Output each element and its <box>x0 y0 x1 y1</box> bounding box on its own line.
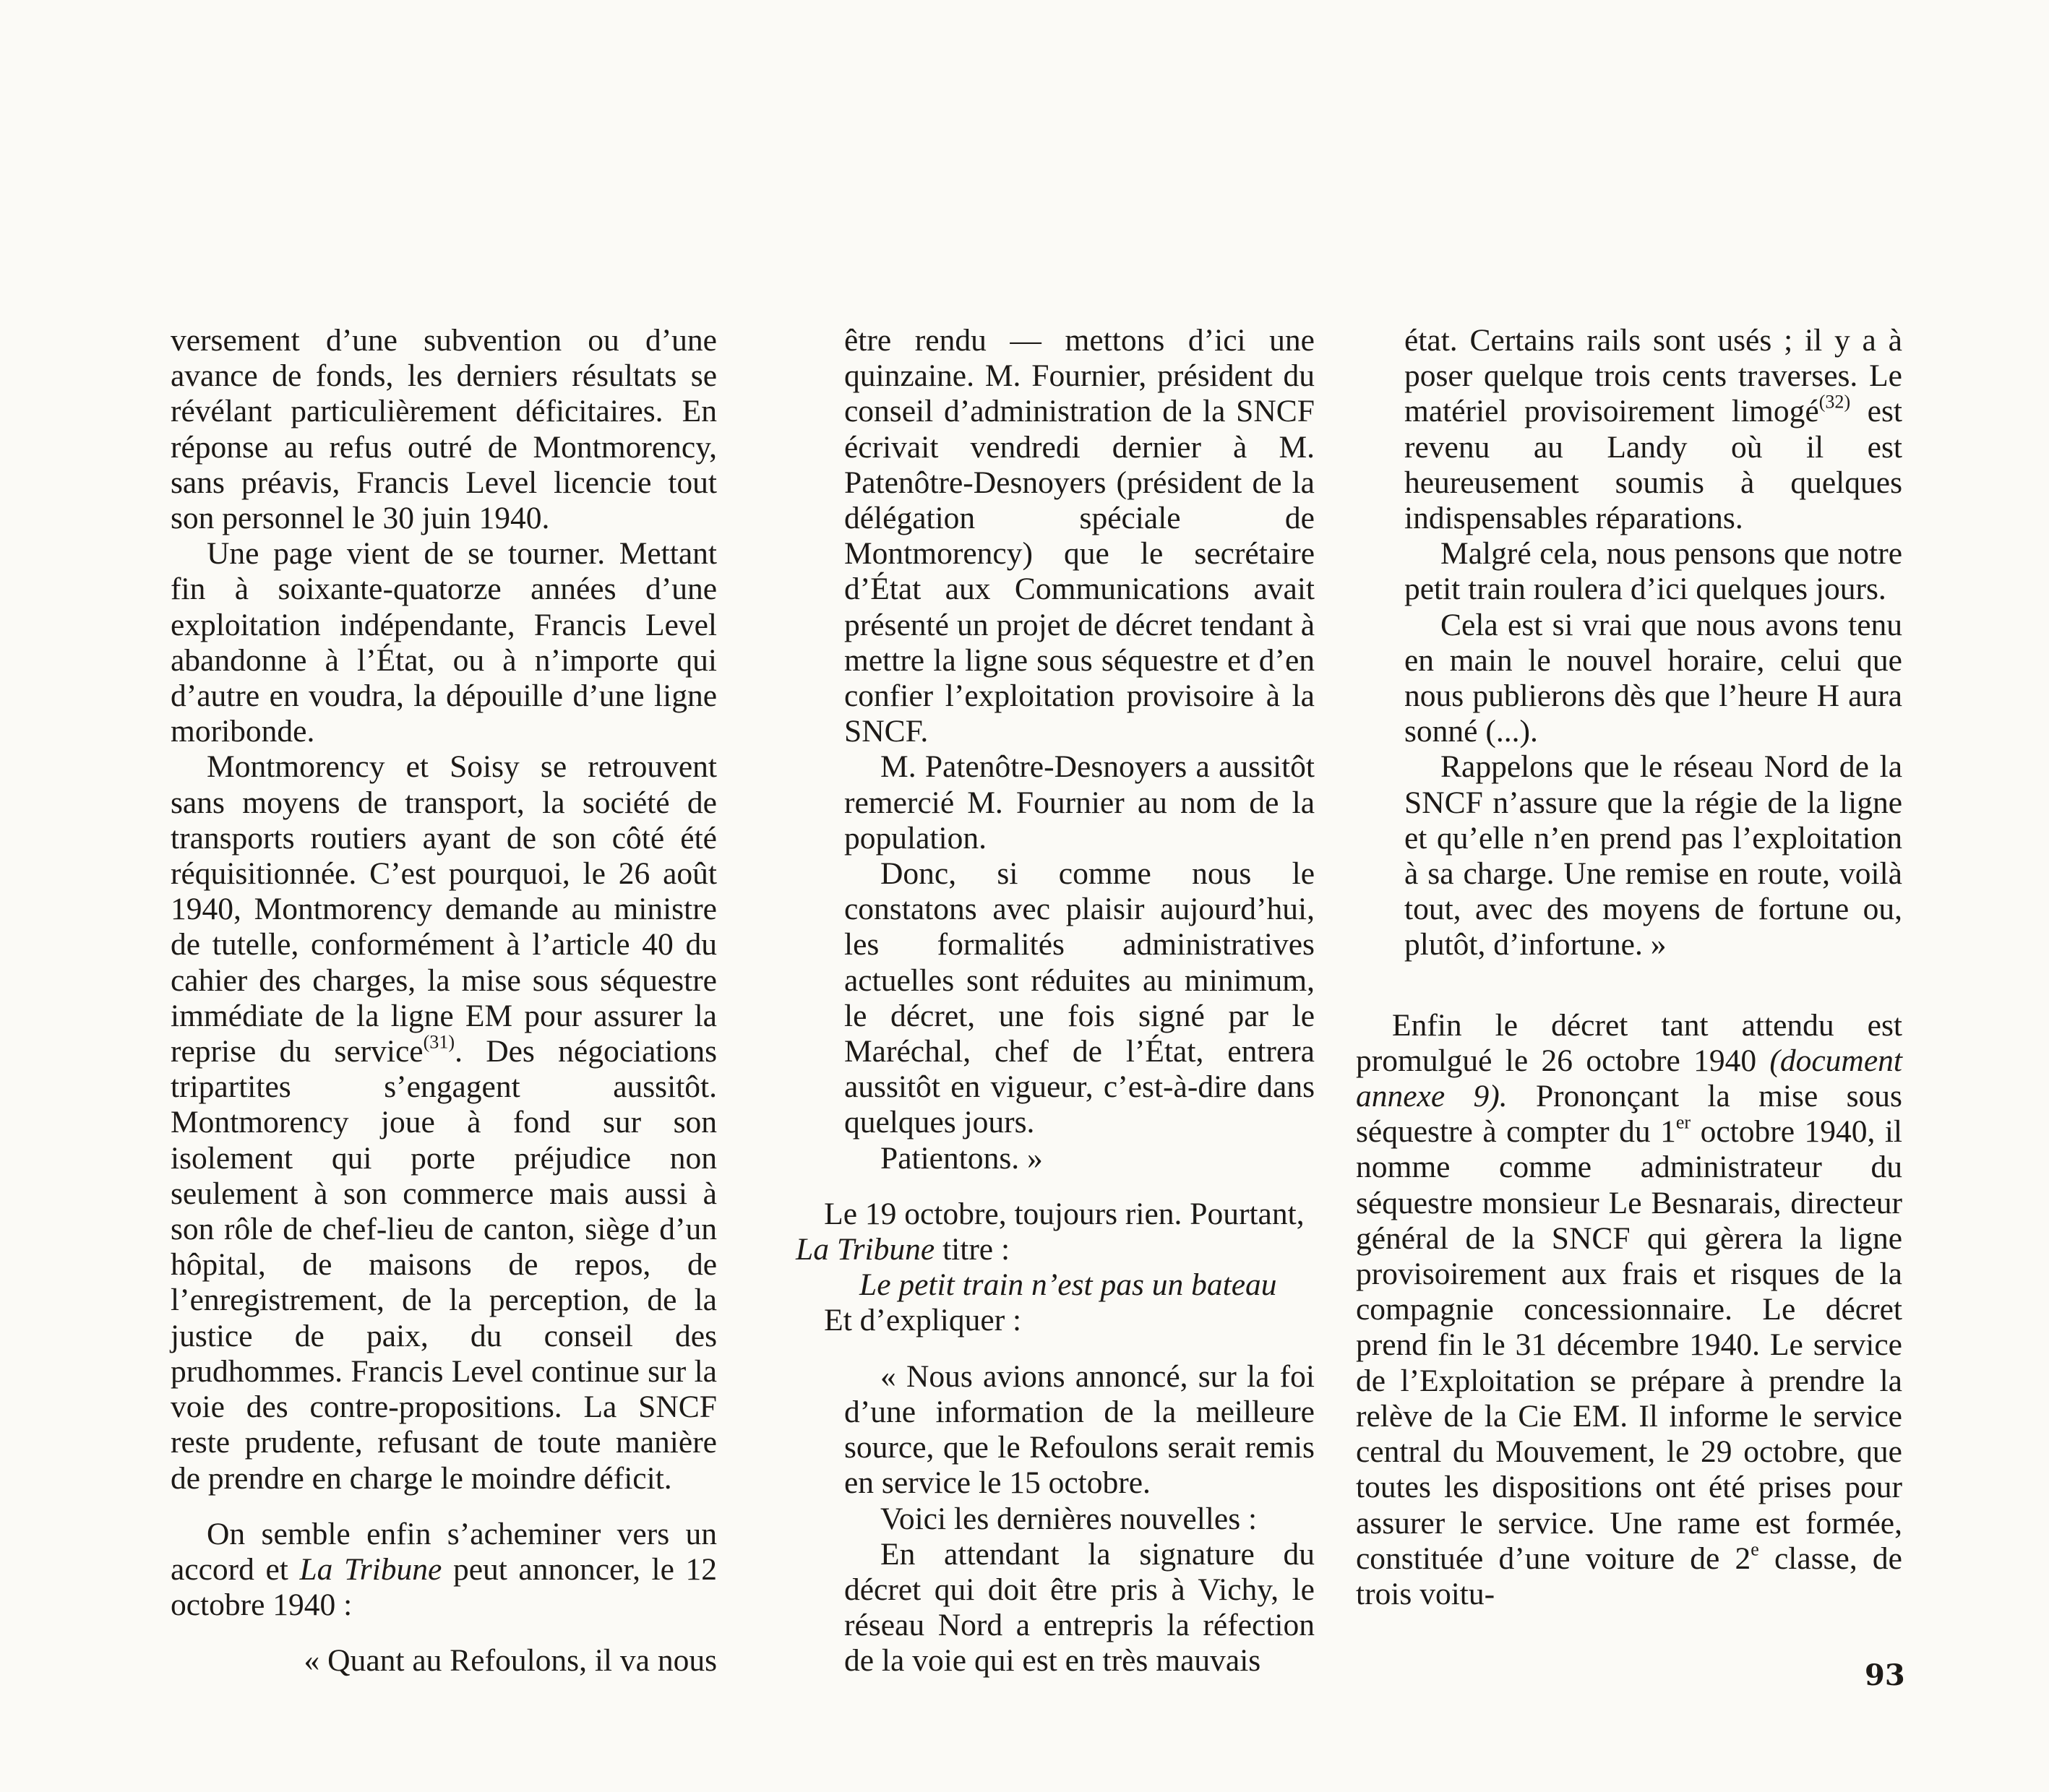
quote-start: « Quant au Refoulons, il va nous <box>304 1643 717 1679</box>
paragraph-text: On semble enfin s’acheminer vers un accord et <box>171 1516 717 1587</box>
quote-paragraph: Rappelons que le réseau Nord de la SNCF n’assure que la régie de la ligne et qu’elle n’en prend pas l’exploitation à sa charge. Une remise en route, voilà tout, avec des moyens de fortune ou, plutôt, d’infortune. » <box>1404 749 1902 962</box>
paragraph <box>1356 1008 1902 1612</box>
paragraph-text: octobre 1940, il nomme comme administrateur du séquestre monsieur Le Besnarais, directeur général de la SNCF qui gèrera la ligne provisoirement aux frais et risques de la compagnie concessionnaire. Le décret prend fin le 31 décembre 1940. Le service de l’Exploitation se prépare à prendre la relève de la Cie EM. Il informe le service central du Mouvement, le 29 octobre, que toutes les dispositions ont été prises pour assurer le service. Une rame est formée, constituée d’une voiture de 2 <box>1356 1114 1903 1576</box>
annex-reference: (document annexe 9). <box>1356 1043 1902 1114</box>
quote-block <box>796 1359 1315 1679</box>
quote-paragraph: Donc, si comme nous le constatons avec plaisir aujourd’hui, les formalités administratives actuelles sont réduites au minimum, le décret, une fois signé par le Maréchal, chef de l’État, entrera aussitôt en vigueur, c’est-à-dire dans quelques jours. <box>844 856 1315 1140</box>
quote-paragraph: Patientons. » <box>880 1140 1043 1176</box>
quote-paragraph: Malgré cela, nous pensons que notre petit train roulera d’ici quelques jours. <box>1404 536 1902 607</box>
paragraph: versement d’une subvention ou d’une avance de fonds, les derniers résultats se révélant particulièrement déficitaires. En réponse au refus outré de Montmorency, sans préavis, Francis Level licencie tout son personnel le 30 juin 1940. <box>171 323 717 536</box>
quote-block <box>1356 323 1902 963</box>
page-number: 93 <box>1865 1658 1905 1692</box>
paragraph-text: titre : <box>935 1232 1010 1267</box>
quote-paragraph: M. Patenôtre-Desnoyers a aussitôt remercié M. Fournier au nom de la population. <box>844 749 1315 856</box>
paragraph-text: . Des négociations tripartites s’engagent aussitôt. Montmorency joue à fond sur son isolement qui porte préjudice non seulement à son commerce mais aussi à son rôle de chef-lieu de canton, siège d’un hôpital, de maisons de repos, de l’enregistrement, de la perception, de la justice de paix, du conseil des prudhommes. Francis Level continue sur la voie des contre-propositions. La SNCF reste prudente, refusant de toute manière de prendre en charge le moindre déficit. <box>171 1034 717 1496</box>
paragraph-text: Prononçant la mise sous séquestre à compter du 1 <box>1356 1079 1902 1150</box>
paragraph-text: peut annoncer, le 12 octobre 1940 : <box>171 1551 717 1623</box>
ordinal-suffix: er <box>1675 1112 1691 1133</box>
paragraph-text: classe, de trois voitu- <box>1356 1541 1902 1611</box>
quote-paragraph: « Nous avions annoncé, sur la foi d’une information de la meilleure source, que le Refoulons serait remis en service le 15 octobre. <box>844 1358 1315 1501</box>
paragraph <box>171 749 717 1496</box>
paragraph: Le 19 octobre, toujours rien. Pourtant, <box>824 1196 1305 1231</box>
article-headline: Le petit train n’est pas un bateau <box>859 1267 1277 1303</box>
quote-block <box>796 323 1315 1176</box>
quote-paragraph: En attendant la signature du décret qui doit être pris à Vichy, le réseau Nord a entrepris la réfection de la voie qui est en très mauvais <box>844 1536 1315 1679</box>
paragraph-text: état. Certains rails sont usés ; il y a à poser quelque trois cents traverses. Le matériel provisoirement limogé <box>1404 323 1902 429</box>
quote-paragraph: Voici les dernières nouvelles : <box>880 1501 1258 1536</box>
ordinal-suffix: e <box>1751 1538 1759 1560</box>
column-left <box>171 323 717 1679</box>
column-right <box>1356 323 1902 1612</box>
publication-title: La Tribune <box>796 1232 935 1267</box>
footnote-ref: (32) <box>1818 392 1851 413</box>
paragraph: Et d’expliquer : <box>824 1303 1022 1338</box>
quote-paragraph <box>1404 323 1902 536</box>
paragraph <box>171 1517 717 1624</box>
column-middle <box>796 323 1315 1679</box>
paragraph-text: Enfin le décret tant attendu est promulgué le 26 octobre 1940 <box>1356 1007 1902 1078</box>
publication-title: La Tribune <box>299 1551 442 1587</box>
paragraph-text: est revenu au Landy où il est heureusement soumis à quelques indispensables réparations. <box>1404 394 1902 536</box>
paragraph: Une page vient de se tourner. Mettant fin à soixante-quatorze années d’une exploitation indépendante, Francis Level abandonne à l’État, ou à n’importe qui d’autre en voudra, la dépouille d’une ligne moribonde. <box>171 536 717 749</box>
paragraph-text: Montmorency et Soisy se retrouvent sans moyens de transport, la société de transports routiers ayant de son côté été réquisitionnée. C’est pourquoi, le 26 août 1940, Montmorency demande au ministre de tutelle, conformément à l’article 40 du cahier des charges, la mise sous séquestre immédiate de la ligne EM pour assurer la reprise du service <box>171 749 717 1069</box>
quote-paragraph: Cela est si vrai que nous avons tenu en main le nouvel horaire, celui que nous publierons dès que l’heure H aura sonné (...). <box>1404 607 1902 749</box>
quote-paragraph: être rendu — mettons d’ici une quinzaine. M. Fournier, président du conseil d’administration de la SNCF écrivait vendredi dernier à M. Patenôtre-Desnoyers (président de la délégation spéciale de Montmorency) que le secrétaire d’État aux Communications avait présenté un projet de décret tendant à mettre la ligne sous séquestre et d’en confier l’exploitation provisoire à la SNCF. <box>844 323 1315 749</box>
footnote-ref: (31) <box>423 1031 455 1053</box>
paragraph <box>796 1232 1315 1267</box>
